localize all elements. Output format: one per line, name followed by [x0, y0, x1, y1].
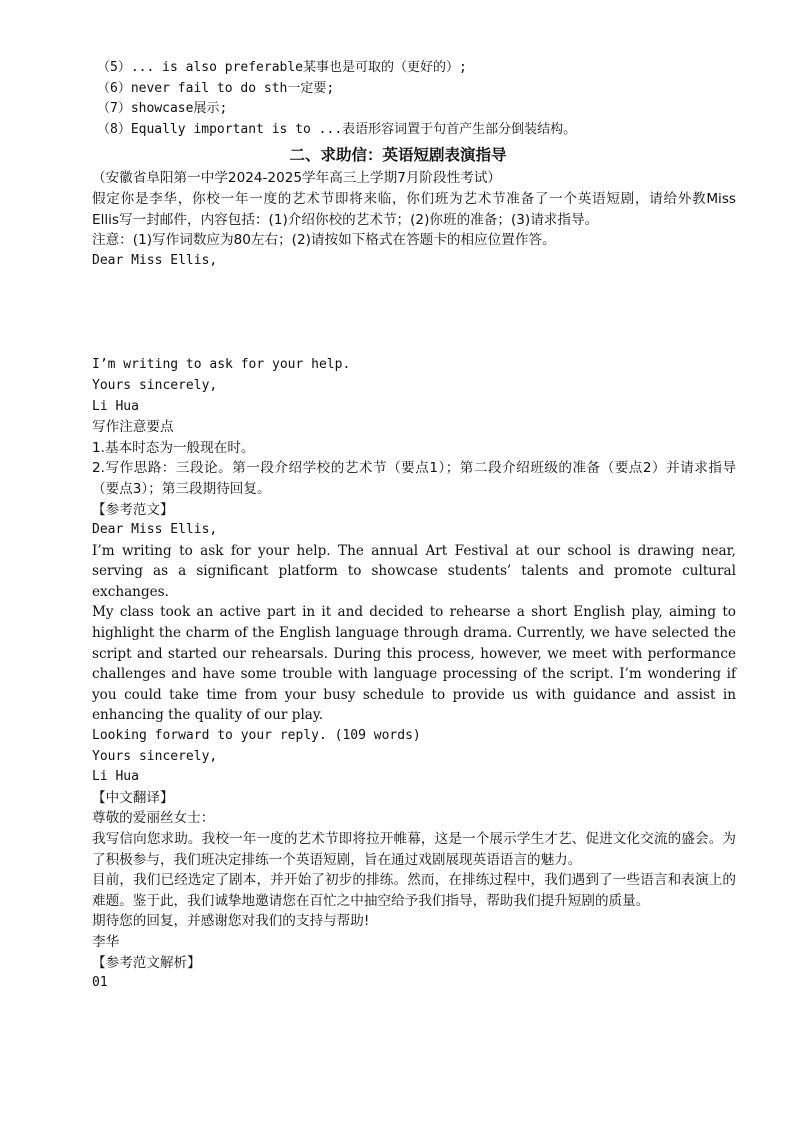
model-signoff: Yours sincerely,: [92, 748, 218, 764]
model-name: Li Hua: [92, 769, 139, 785]
analysis-label: 【参考范文解析】: [92, 954, 201, 971]
translation-greeting: 尊敬的爱丽丝女士：: [92, 810, 215, 827]
vocab-item: （6）never fail to do sth一定要;: [97, 80, 335, 96]
model-label: 【参考范文】: [92, 501, 174, 518]
translation-paragraph: 期待您的回复，并感谢您对我们的支持与帮助!: [92, 913, 370, 930]
translation-paragraph: 目前，我们已经选定了剧本，并开始了初步的排练。然而，在排练过程中，我们遇到了一些语言和表演上的难题。鉴于此，我们诚挚地邀请您在百忙之中抽空给予我们指导，帮助我们提升短剧的质量。: [92, 872, 736, 909]
section-title: 二、求助信：英语短剧表演指导: [289, 146, 507, 165]
analysis-item: 01: [92, 975, 108, 991]
tips-point: 1.基本时态为一般现在时。: [92, 439, 255, 456]
vocab-item: （5）... is also preferable某事也是可取的（更好的）;: [97, 60, 467, 75]
template-name: Li Hua: [92, 398, 139, 414]
translation-label: 【中文翻译】: [92, 789, 174, 806]
vocab-item: （7）showcase展示;: [97, 101, 228, 117]
translation-paragraph: 我写信向您求助。我校一年一度的艺术节即将拉开帷幕，这是一个展示学生才艺、促进文化交流的盛会。为了积极参与，我们班决定排练一个英语短剧，旨在通过戏剧展现英语语言的魅力。: [92, 831, 736, 868]
tips-title: 写作注意要点: [92, 419, 174, 436]
translation-name: 李华: [92, 933, 120, 950]
tips-point: 2.写作思路：三段论。第一段介绍学校的艺术节（要点1）；第二段介绍班级的准备（要点2）并请求指导（要点3）；第三段期待回复。: [92, 460, 736, 497]
writing-prompt: 假定你是李华，你校一年一度的艺术节即将来临，你们班为艺术节准备了一个英语短剧，请给外教Miss Ellis写一封邮件，内容包括：(1)介绍你校的艺术节；(2)你班的准备；(3)请求指导。: [92, 190, 736, 228]
writing-note: 注意：(1)写作词数应为80左右；(2)请按如下格式在答题卡的相应位置作答。: [92, 232, 556, 249]
answer-space: [60, 271, 736, 355]
template-closing-line: I’m writing to ask for your help.: [92, 357, 351, 373]
template-signoff: Yours sincerely,: [92, 377, 218, 393]
template-greeting: Dear Miss Ellis,: [92, 252, 218, 268]
model-paragraph: I’m writing to ask for your help. The annual Art Festival at our school is drawing near, serving as a significant platform to showcase students’ talents and promote cultural exchanges.: [92, 542, 736, 600]
model-greeting: Dear Miss Ellis,: [92, 522, 218, 538]
document-page: [60, 58, 736, 994]
model-paragraph: Looking forward to your reply. (109 words): [92, 728, 421, 744]
source-note: （安徽省阜阳第一中学2024-2025学年高三上学期7月阶段性考试）: [92, 170, 501, 187]
vocab-item: （8）Equally important is to ...表语形容词置于句首产生部分倒装结构。: [97, 121, 577, 137]
model-paragraph: My class took an active part in it and decided to rehearse a short English play, aiming to highlight the charm of the English language through drama. Currently, we have selected the script and started our rehearsals. During this process, however, we meet with performance challenges and have some trouble with language processing of the script. I’m wondering if you could take time from your busy schedule to provide us with guidance and assist in enhancing the quality of our play.: [92, 604, 736, 724]
